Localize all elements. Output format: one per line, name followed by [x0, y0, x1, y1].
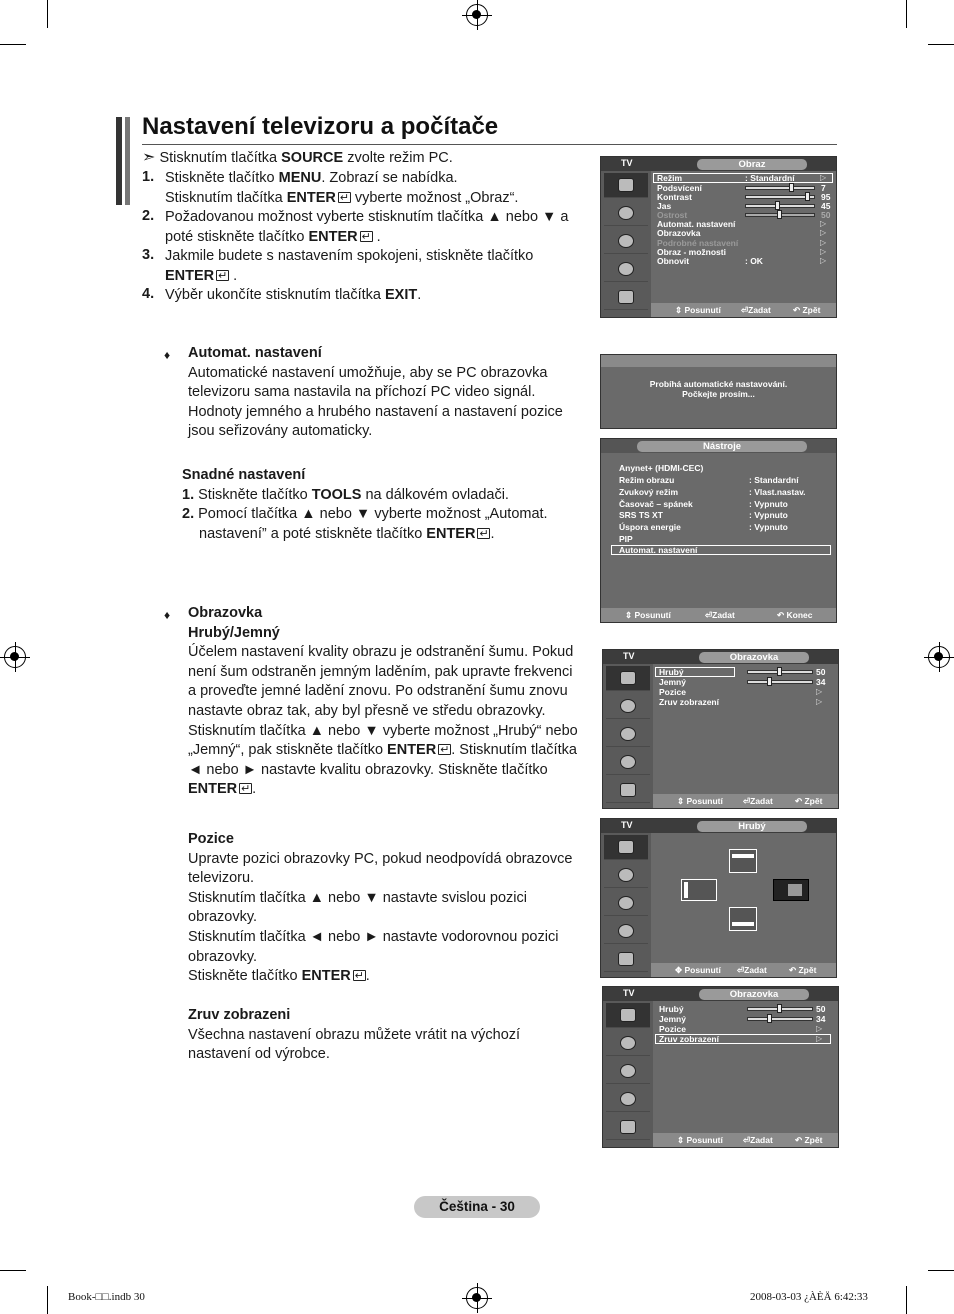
position-right-icon[interactable]: [773, 879, 809, 901]
osd-screen-reset: TV Obrazovka Hrubý 50 Jemný 34 Pozice ▷ Zruv zobrazení ▷ ⇕ Posunutí ⏎Zadat ↶ Zpět: [602, 986, 839, 1148]
menu-item[interactable]: Podrobné nastavení: [657, 238, 739, 248]
reset-section: Zruv zobrazeni Všechna nastavení obrazu můžete vrátit na výchozí nastavení od výrobce.: [188, 1007, 521, 1063]
step-number: 2.: [142, 208, 155, 224]
title-underline: [142, 144, 837, 145]
title-decoration: [125, 117, 130, 205]
menu-item[interactable]: Jemný: [659, 677, 686, 687]
screen-section: Obrazovka Hrubý/Jemný Účelem nastavení kvality obrazu je odstranění šumu. Pokud není šum odstraněn jemným laděním, pak upravte frekvenci a proveďte jemné ladění znovu. Po odstranění šumu znovu nastavte obraz tak, aby byl přesně ve středu obrazovky. Stisknutím tlačítka ▲ nebo ▼ vyberte možnost „Hrubý“ nebo „Jemný“, pak stiskněte tlačítko ENTER↵ . Stisknutím tlačítka ◄ nebo ► nastavte kvalitu obrazovky. Stiskněte tlačítko ENTER↵ .: [188, 604, 578, 800]
osd-footer: ⇕ Posunutí ⏎Zadat ↶ Zpět: [653, 794, 838, 808]
sound-icon[interactable]: [606, 1031, 650, 1056]
arrow-right-icon: ▷: [816, 1024, 823, 1033]
channel-icon[interactable]: [604, 229, 648, 254]
menu-item[interactable]: Anynet+ (HDMI-CEC): [619, 463, 704, 473]
picture-icon[interactable]: [606, 666, 650, 691]
step-number: 4.: [142, 286, 155, 302]
menu-item[interactable]: Zruv zobrazení: [659, 697, 719, 707]
menu-item[interactable]: Obnovit: [657, 256, 690, 266]
registration-mark-icon: [466, 1287, 488, 1309]
title-decoration: [116, 117, 122, 205]
menu-item[interactable]: Automat. nastavení: [657, 219, 736, 229]
enter-icon: [353, 970, 366, 981]
enter-icon: [360, 231, 373, 242]
step-text: Výběr ukončíte stisknutím tlačítka EXIT.: [165, 287, 422, 303]
setup-icon[interactable]: [606, 1087, 650, 1112]
menu-item[interactable]: Obraz - možnosti: [657, 247, 726, 257]
enter-icon: [477, 528, 490, 539]
step-text: Stiskněte tlačítko MENU. Zobrazí se nabídka. Stisknutím tlačítka ENTER↵ vyberte možnost „Obraz“.: [165, 169, 518, 208]
enter-icon: [338, 192, 351, 203]
channel-icon[interactable]: [606, 722, 650, 747]
osd-screen-menu: TV Obrazovka Hrubý 50 Jemný 34 Pozice ▷ Zruv zobrazení ▷ ⇕ Posunutí ⏎Zadat ↶ Zpět: [602, 649, 839, 809]
registration-mark-icon: [466, 4, 488, 26]
channel-icon[interactable]: [604, 891, 648, 916]
print-footer-right: 2008-03-03 ¿ÀÈÄ 6:42:33: [750, 1291, 868, 1303]
bullet-icon: ♦: [164, 608, 171, 622]
menu-item[interactable]: Pozice: [659, 1024, 686, 1034]
enter-icon: [239, 783, 252, 794]
input-icon[interactable]: [606, 1115, 650, 1140]
osd-footer: ⇕ Posunutí ⏎Zadat ↶ Konec: [601, 608, 836, 622]
menu-item[interactable]: Pozice: [659, 687, 686, 697]
menu-item[interactable]: Zruv zobrazení: [659, 1034, 719, 1044]
page-title: Nastavení televizoru a počítače: [142, 113, 499, 140]
crop-mark: [928, 44, 954, 45]
arrow-right-icon: ▷: [816, 1034, 823, 1043]
input-icon[interactable]: [604, 285, 648, 310]
enter-icon: [216, 270, 229, 281]
osd-footer: ⇕ Posunutí ⏎Zadat ↶ Zpět: [651, 303, 836, 317]
menu-item[interactable]: SRS TS XT: [619, 510, 663, 520]
position-left-icon[interactable]: [681, 879, 717, 901]
picture-icon[interactable]: [604, 835, 648, 860]
arrow-right-icon: ▷: [816, 687, 823, 696]
page-number-badge: Čeština - 30: [414, 1196, 540, 1218]
osd-footer: ✥ Posunutí ⏎Zadat ↶ Zpět: [651, 963, 836, 977]
print-footer-left: Book-□□.indb 30: [68, 1291, 145, 1303]
menu-item[interactable]: Režim: [657, 173, 683, 183]
osd-tools-menu: Nástroje Anynet+ (HDMI-CEC) Režim obrazu : Standardní Zvukový režim : Vlast.nastav. Časovač – spánek : Vypnuto SRS TS XT : Vypnuto Úspora energie : Vypnuto PIP Automat. nastavení ⇕ Posunutí ⏎Zadat ↶ Konec: [600, 438, 837, 623]
auto-section: Automat. nastavení Automatické nastavení umožňuje, aby se PC obrazovka televizoru sama nastavila na příchozí PC video signál. Hodnoty jemného a hrubého nastavení a nastavení pozice jsou seřizovány automaticky.: [188, 345, 563, 440]
step-text: Jakmile budete s nastavením spokojeni, stiskněte tlačítko ENTER↵ .: [165, 247, 533, 286]
setup-icon[interactable]: [606, 750, 650, 775]
arrow-right-icon: ▷: [820, 247, 827, 256]
menu-item[interactable]: Režim obrazu: [619, 475, 675, 485]
crop-mark: [47, 0, 48, 28]
input-icon[interactable]: [606, 778, 650, 803]
menu-item[interactable]: Kontrast: [657, 192, 692, 202]
setup-icon[interactable]: [604, 257, 648, 282]
position-section: Pozice Upravte pozici obrazovky PC, pokud neodpovídá obrazovce televizoru. Stisknutím tlačítka ▲ nebo ▼ nastavte svislou pozici obrazovky. Stisknutím tlačítka ◄ nebo ► nastavte vodorovnou pozici obrazovky. Stiskněte tlačítko ENTER↵ .: [188, 830, 572, 987]
step-text: Požadovanou možnost vyberte stisknutím tlačítka ▲ nebo ▼ a poté stiskněte tlačítko ENTER↵ .: [165, 208, 569, 247]
menu-item[interactable]: Časovač – spánek: [619, 499, 693, 509]
position-up-icon[interactable]: [729, 849, 757, 873]
menu-item[interactable]: Ostrost: [657, 210, 688, 220]
picture-icon[interactable]: [606, 1003, 650, 1028]
crop-mark: [47, 1286, 48, 1314]
menu-item[interactable]: Úspora energie: [619, 522, 681, 532]
crop-mark: [0, 44, 26, 45]
menu-item[interactable]: Jemný: [659, 1014, 686, 1024]
arrow-right-icon: ▷: [820, 238, 827, 247]
arrow-right-icon: ▷: [820, 219, 827, 228]
osd-auto-adjust: Probíhá automatické nastavování. Počkejte prosím...: [600, 354, 837, 429]
arrow-right-icon: ▷: [820, 228, 827, 237]
sound-icon[interactable]: [604, 863, 648, 888]
registration-mark-icon: [4, 646, 26, 668]
crop-mark: [0, 1270, 26, 1271]
intro-note: ➣ Stisknutím tlačítka SOURCE zvolte režim PC.: [142, 149, 453, 166]
input-icon[interactable]: [604, 947, 648, 972]
crop-mark: [928, 1270, 954, 1271]
setup-icon[interactable]: [604, 919, 648, 944]
menu-item[interactable]: Jas: [657, 201, 672, 211]
arrow-right-icon: ▷: [820, 256, 827, 265]
channel-icon[interactable]: [606, 1059, 650, 1084]
registration-mark-icon: [928, 646, 950, 668]
crop-mark: [906, 1286, 907, 1314]
osd-footer: ⇕ Posunutí ⏎Zadat ↶ Zpět: [653, 1133, 838, 1147]
enter-icon: [438, 744, 451, 755]
arrow-right-icon: ▷: [816, 697, 823, 706]
menu-item[interactable]: PIP: [619, 534, 633, 544]
menu-item[interactable]: Automat. nastavení: [619, 545, 698, 555]
menu-item[interactable]: Podsvícení: [657, 183, 702, 193]
note-arrow-icon: ➣: [142, 149, 156, 166]
step-number: 3.: [142, 247, 155, 263]
menu-item[interactable]: Hrubý: [659, 1004, 684, 1014]
menu-item[interactable]: Hrubý: [659, 667, 684, 677]
sound-icon[interactable]: [606, 694, 650, 719]
menu-item[interactable]: Obrazovka: [657, 228, 701, 238]
picture-icon[interactable]: [604, 173, 648, 198]
step-number: 1.: [142, 169, 155, 185]
sound-icon[interactable]: [604, 201, 648, 226]
osd-picture-menu: TV Obraz Režim : Standardní Podsvícení 7 Kontrast 95 Jas 45 Ostrost 50 Automat. nastavení Obrazovka Podrobné nastavení Obraz - možnosti Obnovit : OK ▷ ▷ ▷ ▷ ▷ ▷ ⇕ Posunutí ⏎Zadat ↶ Zpět: [600, 156, 837, 318]
bullet-icon: ♦: [164, 348, 171, 362]
position-down-icon[interactable]: [729, 907, 757, 931]
osd-position: TV Hrubý ✥ Posunutí ⏎Zadat ↶ Zpět: [600, 818, 837, 978]
crop-mark: [906, 0, 907, 28]
arrow-right-icon: ▷: [820, 173, 827, 182]
menu-item[interactable]: Zvukový režim: [619, 487, 679, 497]
easy-setup: Snadné nastavení 1. Stiskněte tlačítko TOOLS na dálkovém ovladači. 2. Pomocí tlačítka ▲ nebo ▼ vyberte možnost „Automat. nastavení” a poté stiskněte tlačítko ENTER↵ .: [182, 466, 548, 544]
